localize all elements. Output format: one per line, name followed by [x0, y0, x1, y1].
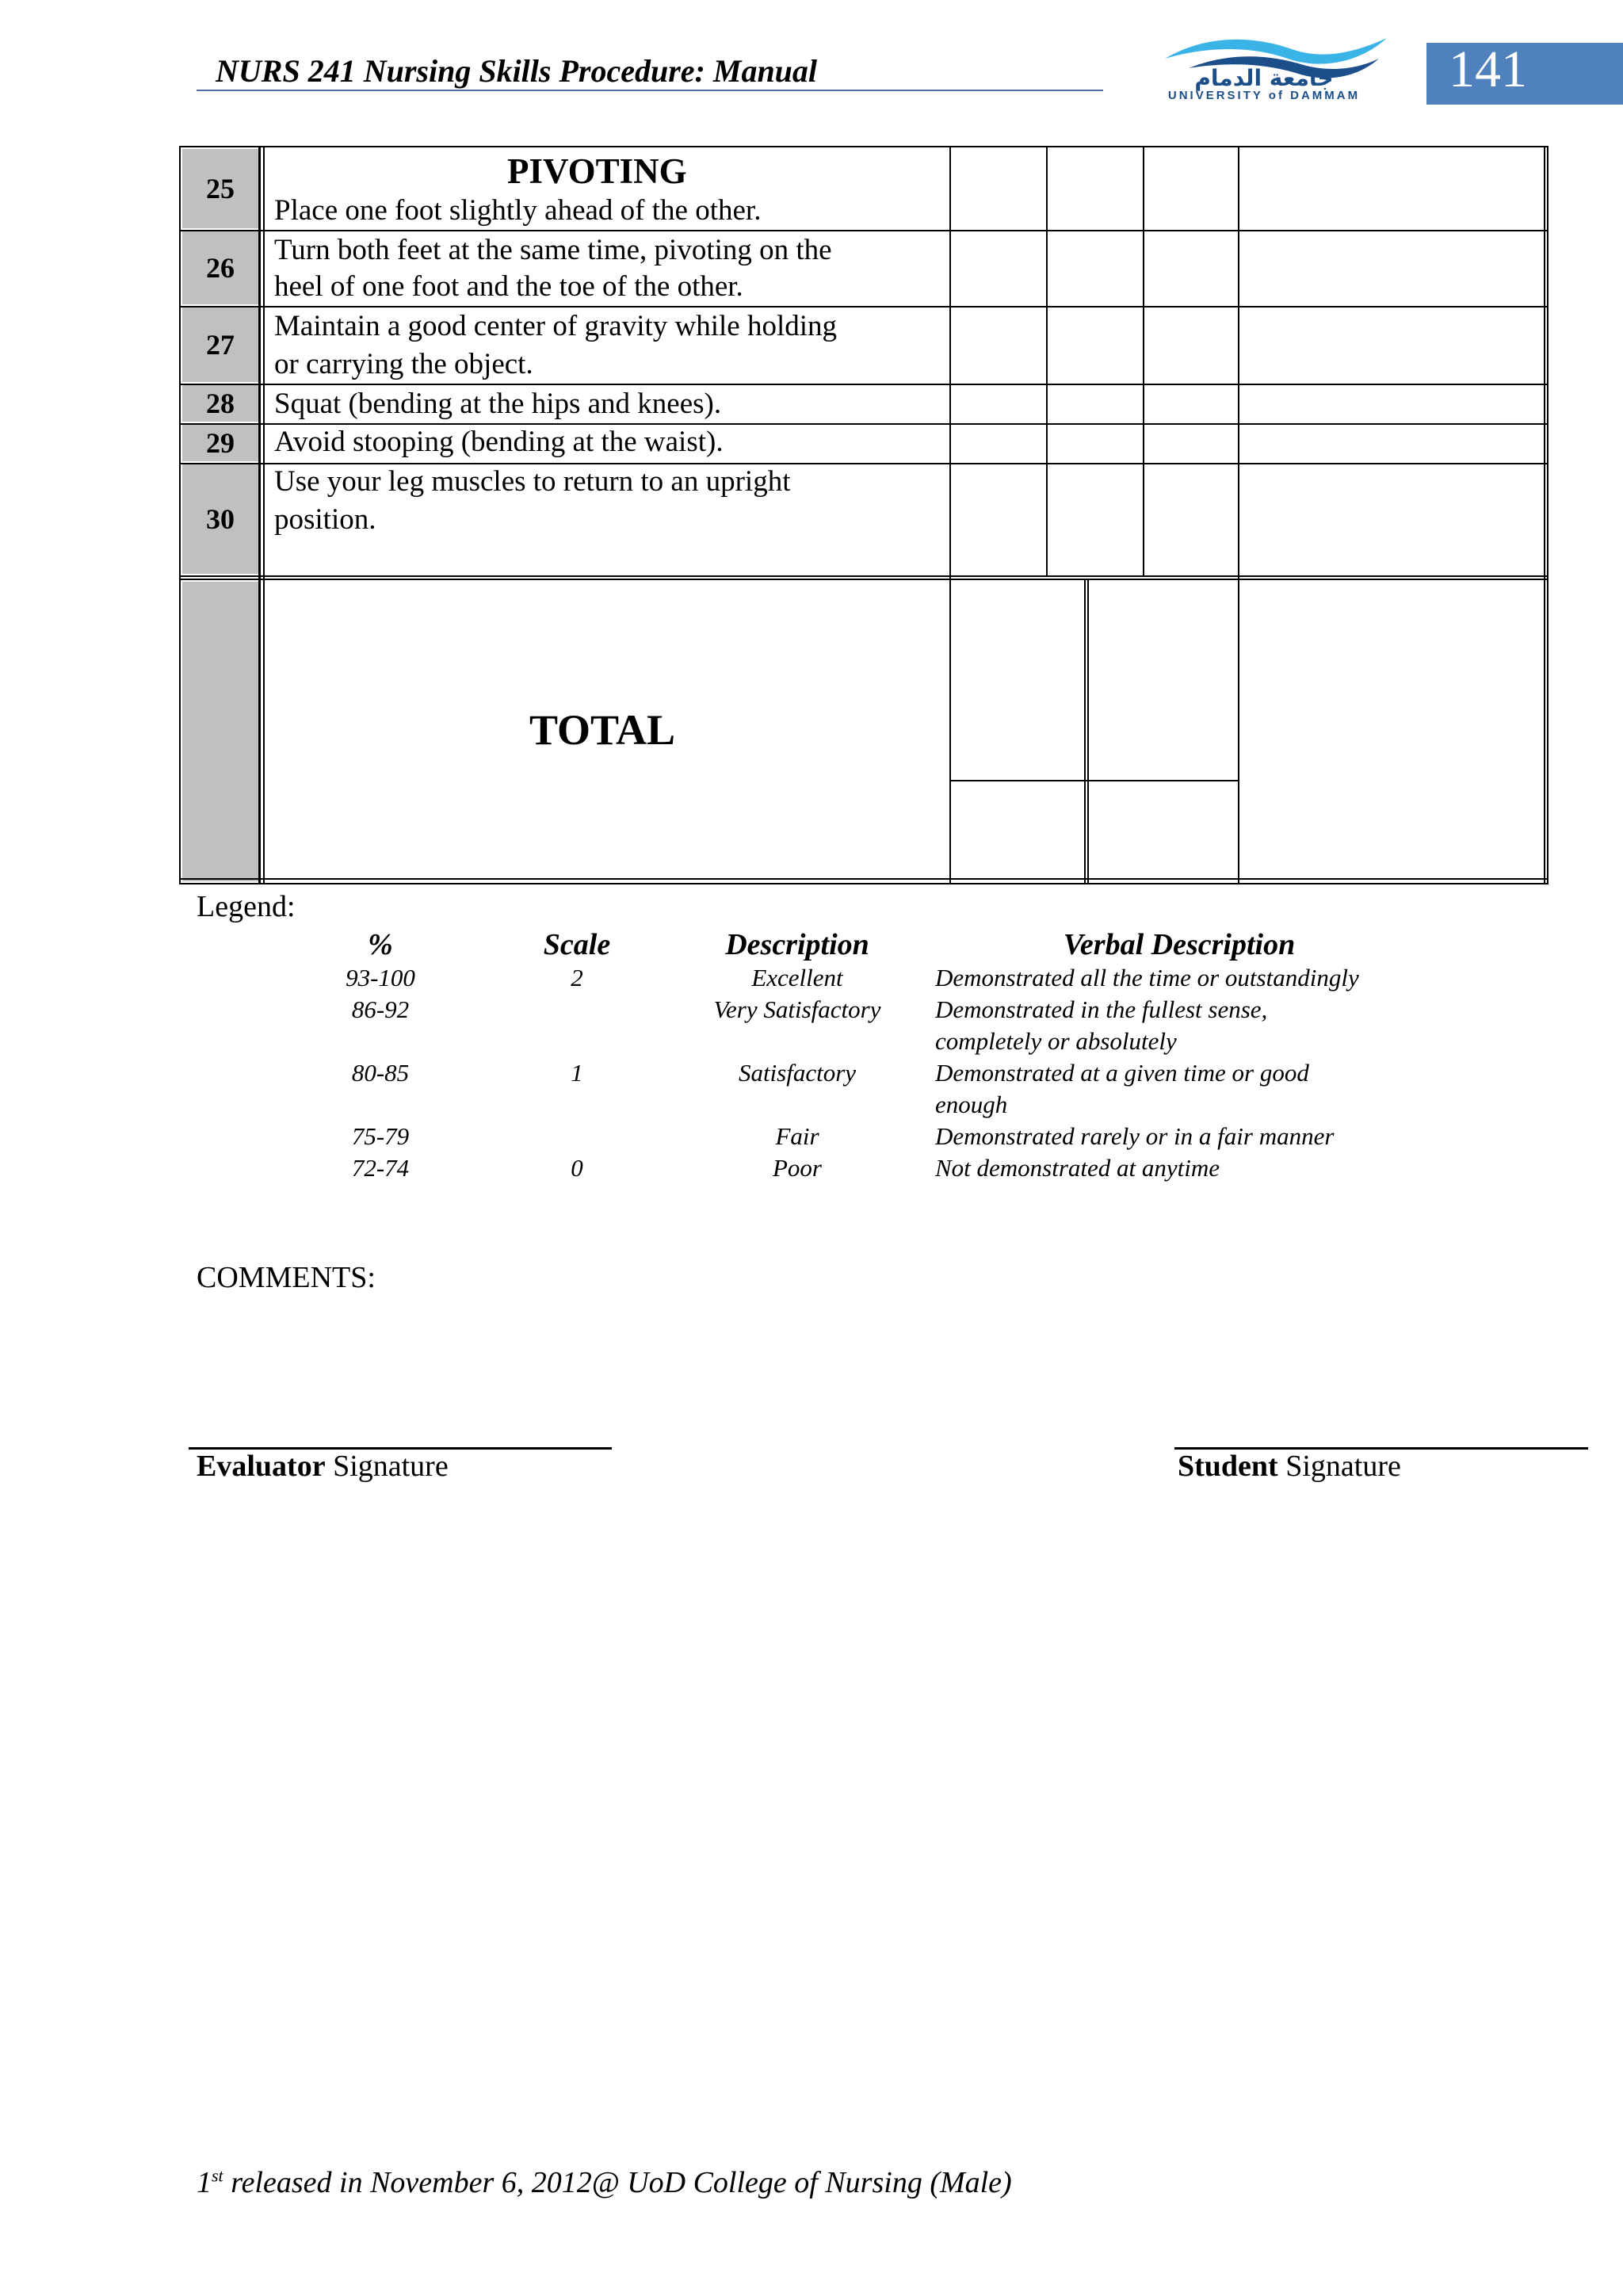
item-27-text-line1: Maintain a good center of gravity while holding: [274, 310, 838, 342]
legend-header-percent: %: [368, 928, 393, 961]
header-rule: [197, 90, 1103, 91]
legend-verbal: enough: [935, 1091, 1008, 1118]
legend-description: Poor: [773, 1154, 822, 1182]
footer-ordinal: 1: [197, 2166, 212, 2199]
item-29-text: Avoid stooping (bending at the waist).: [274, 426, 724, 458]
row-number-29: 29: [182, 425, 258, 461]
legend-scale: 0: [571, 1154, 583, 1182]
total-number-cell: [182, 582, 258, 881]
legend-percent: 80-85: [351, 1059, 410, 1087]
row-number-26: 26: [182, 231, 258, 304]
legend-header-verbal: Verbal Description: [1063, 928, 1296, 961]
item-26-text-line2: heel of one foot and the toe of the other.: [274, 270, 743, 303]
evaluator-bold: Evaluator: [197, 1450, 326, 1483]
legend-verbal: Not demonstrated at anytime: [935, 1154, 1220, 1182]
table-vline: [1544, 146, 1545, 884]
student-signature-label: [1178, 1449, 1401, 1484]
running-header-title: NURS 241 Nursing Skills Procedure: Manual: [216, 53, 818, 89]
legend-verbal: Demonstrated rarely or in a fair manner: [935, 1122, 1335, 1150]
table-vline: [1087, 579, 1089, 884]
legend-scale: 1: [571, 1059, 583, 1087]
item-30-text-line1: Use your leg muscles to return to an upright: [274, 465, 791, 498]
legend-percent: 75-79: [351, 1122, 410, 1150]
item-25-text: Place one foot slightly ahead of the other.: [274, 194, 762, 227]
legend-verbal: Demonstrated all the time or outstandingly: [935, 964, 1359, 991]
table-hline: [179, 579, 1549, 580]
table-vline: [1238, 146, 1239, 884]
item-28-text: Squat (bending at the hips and knees).: [274, 388, 722, 420]
table-vline: [1046, 146, 1048, 577]
legend-description: Very Satisfactory: [713, 995, 881, 1023]
logo-caption: UNIVERSITY of DAMMAM: [1167, 89, 1361, 102]
legend-scale: 2: [571, 964, 583, 991]
legend-percent: 86-92: [351, 995, 410, 1023]
row-number-25: 25: [182, 149, 258, 228]
page-number: 141: [1449, 40, 1527, 98]
row-number-28: 28: [182, 385, 258, 422]
total-label: TOTAL: [529, 706, 676, 754]
student-signature-text: Signature: [1277, 1450, 1401, 1483]
item-26-text-line1: Turn both feet at the same time, pivoting on the: [274, 234, 832, 266]
footer-ordinal-suffix: st: [212, 2165, 223, 2186]
legend-verbal: Demonstrated in the fullest sense,: [935, 995, 1268, 1023]
legend-verbal: Demonstrated at a given time or good: [935, 1059, 1309, 1087]
legend-percent: 72-74: [351, 1154, 410, 1182]
logo-arabic-text: جامعة الدمام: [1194, 65, 1334, 91]
student-bold: Student: [1178, 1450, 1278, 1483]
evaluator-signature-text: Signature: [325, 1450, 449, 1483]
legend-header-scale: Scale: [543, 928, 611, 961]
table-vline: [263, 146, 265, 884]
comments-label: COMMENTS:: [197, 1261, 376, 1294]
legend-header-description: Description: [725, 928, 869, 961]
footer-release-note: [197, 2165, 1012, 2200]
table-vline: [258, 146, 261, 884]
table-vline: [1084, 579, 1086, 884]
row-number-30: 30: [182, 464, 258, 574]
row-number-27: 27: [182, 308, 258, 382]
table-hline: [179, 575, 1549, 577]
legend-description: Fair: [775, 1122, 819, 1150]
table-hline: [949, 780, 1238, 781]
table-vline: [1143, 146, 1144, 577]
item-30-text-line2: position.: [274, 503, 376, 536]
evaluator-signature-label: [197, 1449, 449, 1484]
table-hline: [179, 878, 1549, 880]
legend-label: Legend:: [197, 890, 296, 923]
legend-verbal: completely or absolutely: [935, 1027, 1177, 1055]
table-vline: [949, 146, 951, 884]
section-heading: PIVOTING: [507, 151, 687, 191]
legend-description: Satisfactory: [738, 1059, 857, 1087]
footer-text: released in November 6, 2012@ UoD College of Nursing (Male): [223, 2166, 1012, 2199]
item-27-text-line2: or carrying the object.: [274, 348, 533, 380]
legend-description: Excellent: [751, 964, 843, 991]
legend-percent: 93-100: [346, 964, 415, 991]
